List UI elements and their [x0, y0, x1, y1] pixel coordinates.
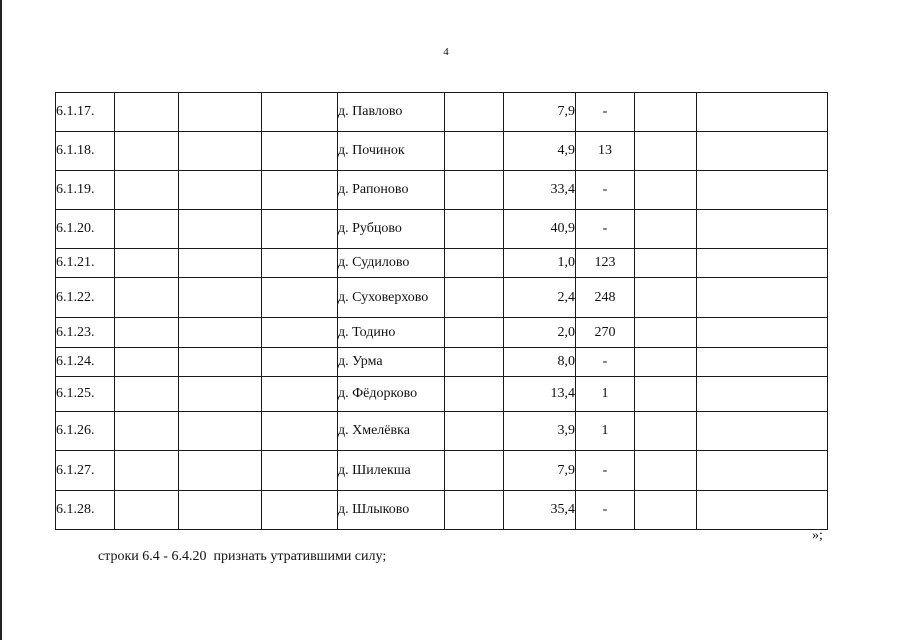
empty-cell	[115, 249, 179, 278]
area-cell: 1,0	[504, 249, 576, 278]
population-cell: 13	[576, 132, 635, 171]
empty-cell	[115, 377, 179, 412]
row-number-cell: 6.1.19.	[56, 171, 115, 210]
empty-cell	[179, 249, 262, 278]
page-number: 4	[443, 46, 449, 58]
table-row	[56, 278, 828, 318]
empty-cell	[115, 132, 179, 171]
settlement-name-cell: д. Фёдорково	[338, 377, 445, 412]
row-number-cell: 6.1.22.	[56, 278, 115, 318]
empty-cell	[635, 210, 697, 249]
empty-cell	[179, 93, 262, 132]
empty-cell	[635, 412, 697, 451]
population-cell: -	[576, 171, 635, 210]
row-number-cell: 6.1.24.	[56, 348, 115, 377]
empty-cell	[115, 93, 179, 132]
row-number-cell: 6.1.23.	[56, 318, 115, 348]
empty-cell	[635, 318, 697, 348]
area-cell: 33,4	[504, 171, 576, 210]
table-row	[56, 249, 828, 278]
empty-cell	[115, 278, 179, 318]
empty-cell	[445, 412, 504, 451]
row-number-cell: 6.1.27.	[56, 451, 115, 491]
empty-cell	[697, 93, 828, 132]
empty-cell	[697, 318, 828, 348]
empty-cell	[179, 491, 262, 530]
area-cell: 3,9	[504, 412, 576, 451]
empty-cell	[115, 491, 179, 530]
empty-cell	[445, 210, 504, 249]
table-row	[56, 348, 828, 377]
empty-cell	[115, 451, 179, 491]
empty-cell	[445, 318, 504, 348]
population-cell: -	[576, 210, 635, 249]
population-cell: -	[576, 93, 635, 132]
empty-cell	[262, 348, 338, 377]
empty-cell	[179, 348, 262, 377]
empty-cell	[262, 249, 338, 278]
settlement-name-cell: д. Шилекша	[338, 451, 445, 491]
empty-cell	[445, 491, 504, 530]
empty-cell	[115, 412, 179, 451]
area-cell: 13,4	[504, 377, 576, 412]
empty-cell	[635, 491, 697, 530]
settlement-name-cell: д. Павлово	[338, 93, 445, 132]
table-row	[56, 491, 828, 530]
settlement-name-cell: д. Урма	[338, 348, 445, 377]
settlement-name-cell: д. Хмелёвка	[338, 412, 445, 451]
empty-cell	[262, 278, 338, 318]
area-cell: 40,9	[504, 210, 576, 249]
empty-cell	[179, 132, 262, 171]
population-cell: -	[576, 451, 635, 491]
settlement-name-cell: д. Рубцово	[338, 210, 445, 249]
empty-cell	[635, 278, 697, 318]
row-number-cell: 6.1.21.	[56, 249, 115, 278]
settlement-name-cell: д. Рапоново	[338, 171, 445, 210]
table-row	[56, 377, 828, 412]
empty-cell	[697, 348, 828, 377]
empty-cell	[445, 451, 504, 491]
table-row	[56, 132, 828, 171]
empty-cell	[697, 210, 828, 249]
empty-cell	[697, 171, 828, 210]
empty-cell	[445, 377, 504, 412]
table-row	[56, 210, 828, 249]
area-cell: 4,9	[504, 132, 576, 171]
population-cell: 248	[576, 278, 635, 318]
area-cell: 7,9	[504, 451, 576, 491]
empty-cell	[445, 278, 504, 318]
closing-quote: »;	[812, 528, 823, 543]
empty-cell	[635, 377, 697, 412]
settlement-name-cell: д. Судилово	[338, 249, 445, 278]
area-cell: 2,4	[504, 278, 576, 318]
empty-cell	[179, 451, 262, 491]
empty-cell	[635, 132, 697, 171]
empty-cell	[445, 132, 504, 171]
empty-cell	[262, 451, 338, 491]
settlement-name-cell: д. Тодино	[338, 318, 445, 348]
empty-cell	[635, 171, 697, 210]
row-number-cell: 6.1.17.	[56, 93, 115, 132]
empty-cell	[262, 377, 338, 412]
settlement-name-cell: д. Шлыково	[338, 491, 445, 530]
empty-cell	[697, 451, 828, 491]
empty-cell	[262, 412, 338, 451]
empty-cell	[262, 210, 338, 249]
population-cell: 1	[576, 412, 635, 451]
empty-cell	[697, 491, 828, 530]
empty-cell	[115, 348, 179, 377]
table-body	[56, 93, 828, 530]
table-row	[56, 93, 828, 132]
population-cell: 1	[576, 377, 635, 412]
empty-cell	[262, 132, 338, 171]
empty-cell	[635, 451, 697, 491]
empty-cell	[179, 318, 262, 348]
row-number-cell: 6.1.26.	[56, 412, 115, 451]
area-cell: 2,0	[504, 318, 576, 348]
area-cell: 7,9	[504, 93, 576, 132]
empty-cell	[115, 318, 179, 348]
empty-cell	[179, 278, 262, 318]
population-cell: -	[576, 348, 635, 377]
empty-cell	[179, 210, 262, 249]
empty-cell	[179, 377, 262, 412]
empty-cell	[262, 93, 338, 132]
empty-cell	[697, 132, 828, 171]
row-number-cell: 6.1.25.	[56, 377, 115, 412]
area-cell: 35,4	[504, 491, 576, 530]
empty-cell	[697, 412, 828, 451]
table-row	[56, 171, 828, 210]
empty-cell	[262, 171, 338, 210]
empty-cell	[697, 249, 828, 278]
empty-cell	[445, 93, 504, 132]
empty-cell	[635, 249, 697, 278]
row-number-cell: 6.1.28.	[56, 491, 115, 530]
empty-cell	[697, 278, 828, 318]
settlement-name-cell: д. Починок	[338, 132, 445, 171]
row-number-cell: 6.1.18.	[56, 132, 115, 171]
empty-cell	[115, 210, 179, 249]
page-edge-rule	[0, 0, 2, 640]
table-row	[56, 412, 828, 451]
area-cell: 8,0	[504, 348, 576, 377]
empty-cell	[635, 93, 697, 132]
empty-cell	[697, 377, 828, 412]
empty-cell	[179, 412, 262, 451]
empty-cell	[445, 348, 504, 377]
settlements-table	[55, 92, 828, 530]
empty-cell	[115, 171, 179, 210]
table-row	[56, 318, 828, 348]
empty-cell	[445, 249, 504, 278]
table-row	[56, 451, 828, 491]
empty-cell	[635, 348, 697, 377]
row-number-cell: 6.1.20.	[56, 210, 115, 249]
note-text: строки 6.4 - 6.4.20 признать утратившими силу;	[98, 549, 387, 564]
empty-cell	[262, 318, 338, 348]
settlement-name-cell: д. Суховерхово	[338, 278, 445, 318]
empty-cell	[179, 171, 262, 210]
population-cell: -	[576, 491, 635, 530]
empty-cell	[445, 171, 504, 210]
empty-cell	[262, 491, 338, 530]
population-cell: 270	[576, 318, 635, 348]
population-cell: 123	[576, 249, 635, 278]
